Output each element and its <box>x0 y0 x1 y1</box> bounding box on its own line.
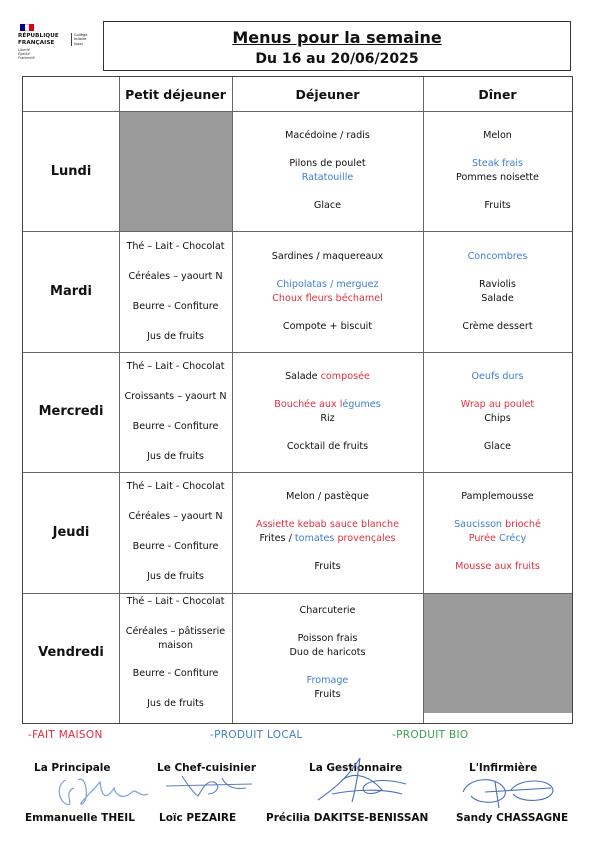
menu-item <box>232 200 423 212</box>
menu-item <box>232 605 423 617</box>
signature-name-chef: Loïc PEZAIRE <box>159 812 237 824</box>
menu-item-text: Glace <box>483 440 512 452</box>
menu-cell-petit-dejeuner <box>119 352 232 472</box>
signature-role-infirmiere: L'Infirmière <box>469 762 538 774</box>
column-header: Déjeuner <box>295 86 360 102</box>
menu-cell-dejeuner <box>232 111 423 231</box>
menu-item: Beurre - Confiture <box>132 420 219 432</box>
menu-item <box>423 519 572 531</box>
menu-item-text: Compote + biscuit <box>282 320 373 332</box>
menu-item <box>232 561 423 573</box>
menu-item-text: Fruits <box>484 200 511 212</box>
menu-item <box>232 689 423 701</box>
menu-item <box>232 172 423 184</box>
menu-item <box>232 251 423 263</box>
menu-item-text: Cocktail de fruits <box>286 440 369 452</box>
title-box <box>103 21 571 71</box>
menu-item-text: Poisson frais <box>297 632 358 644</box>
menu-item <box>423 399 572 411</box>
menu-cell-dejeuner <box>232 472 423 592</box>
menu-item <box>423 251 572 263</box>
menu-item-text: Macédoine / radis <box>285 130 370 142</box>
menu-item: Thé – Lait - Chocolat <box>126 360 225 372</box>
menu-item <box>423 279 572 291</box>
legend-produit-bio: -PRODUIT BIO <box>392 729 469 741</box>
signature-gestionnaire-scribble <box>312 750 412 808</box>
menu-item-text: Wrap au poulet <box>460 398 535 410</box>
menu-item <box>232 675 423 687</box>
menu-item-text: Glace <box>313 200 342 212</box>
menu-item-text: Crème dessert <box>462 320 533 332</box>
menu-item-text: Salade <box>481 292 514 304</box>
menu-item-text: Saucisson <box>454 519 506 531</box>
menu-item-text: Steak frais <box>471 158 524 170</box>
menu-item: Céréales – pâtisserie <box>125 625 226 637</box>
menu-item-text: Crécy <box>499 533 527 545</box>
signature-role-gestionnaire: La Gestionnaire <box>309 762 403 774</box>
menu-item-text: Fruits <box>314 561 341 573</box>
menu-item-text: Ratatouille <box>301 172 354 184</box>
menu-item <box>232 158 423 170</box>
page-subtitle: Du 16 au 20/06/2025 <box>255 51 419 67</box>
menu-item: Jus de fruits <box>147 450 204 462</box>
menu-item <box>423 321 572 333</box>
empty-cell-shade <box>424 594 572 713</box>
menu-item-text: Salade <box>285 370 321 382</box>
menu-item-text: Concombres <box>467 250 528 262</box>
menu-item-text: Chips <box>484 412 511 424</box>
menu-item <box>423 200 572 212</box>
menu-item <box>232 293 423 305</box>
menu-item-text: Duo de haricots <box>289 646 366 658</box>
menu-item-text: Sardines / maquereaux <box>271 250 384 262</box>
menu-item-text: Pilons de poulet <box>289 158 366 170</box>
menu-item: Beurre - Confiture <box>132 541 219 553</box>
menu-item-text: Mousse aux fruits <box>455 561 540 573</box>
menu-item: Thé – Lait - Chocolat <box>126 481 225 493</box>
menu-item <box>423 172 572 184</box>
day-label: Vendredi <box>38 645 104 661</box>
menu-item <box>232 279 423 291</box>
french-flag-icon <box>20 24 34 31</box>
menu-item <box>423 371 572 383</box>
menu-cell-dejeuner <box>232 352 423 472</box>
menu-item: Jus de fruits <box>147 697 204 709</box>
menu-item-text: Assiette kebab sauce blanche <box>256 519 399 531</box>
menu-item-text: Pommes noisette <box>456 172 539 184</box>
signature-name-infirmiere: Sandy CHASSAGNE <box>456 812 569 824</box>
republique-francaise-logo <box>18 24 98 68</box>
signature-role-chef: Le Chef-cuisinier <box>157 762 257 774</box>
menu-table <box>22 76 573 724</box>
menu-cell-petit-dejeuner <box>119 472 232 592</box>
legend-fait-maison: -FAIT MAISON <box>28 729 103 741</box>
menu-item <box>232 633 423 645</box>
signature-name-principale: Emmanuelle THEIL <box>25 812 135 824</box>
menu-item-text: Purée <box>468 533 499 545</box>
menu-item: Croissants – yaourt N <box>124 390 227 402</box>
menu-item: Beurre - Confiture <box>132 300 219 312</box>
college-label: Collège Indoire Ivoal <box>71 33 98 46</box>
menu-item-text: Melon <box>483 130 512 142</box>
menu-item-text: provençales <box>337 533 396 545</box>
menu-cell-dejeuner <box>232 231 423 351</box>
menu-item <box>423 130 572 142</box>
menu-item: Thé – Lait - Chocolat <box>126 240 225 252</box>
empty-cell-shade <box>120 112 232 231</box>
menu-item <box>232 413 423 425</box>
menu-item-text: Fruits <box>314 688 341 700</box>
menu-item <box>423 413 572 425</box>
day-label: Lundi <box>50 163 92 179</box>
menu-item <box>232 533 423 545</box>
menu-item: Thé – Lait - Chocolat <box>126 595 225 607</box>
menu-item-text: brioché <box>505 519 541 531</box>
page-title: Menus pour la semaine <box>232 28 442 47</box>
menu-item-text: Bouchée aux l <box>274 398 343 410</box>
day-label: Mardi <box>50 284 92 300</box>
day-label: Mercredi <box>38 404 104 420</box>
menu-item <box>423 491 572 503</box>
menu-item <box>232 371 423 383</box>
day-label: Jeudi <box>52 524 90 540</box>
menu-cell-diner <box>423 352 572 472</box>
menu-item <box>232 647 423 659</box>
menu-cell-petit-dejeuner <box>119 231 232 351</box>
menu-item <box>232 519 423 531</box>
menu-item: maison <box>158 639 193 651</box>
menu-item-text: Charcuterie <box>299 604 356 616</box>
menu-item: Jus de fruits <box>147 571 204 583</box>
menu-cell-diner <box>423 231 572 351</box>
menu-item-text: Riz <box>320 412 335 424</box>
menu-item-text: Raviolis <box>479 278 516 290</box>
menu-item-text: Fromage <box>306 674 349 686</box>
menu-item: Céréales – yaourt N <box>128 270 223 282</box>
menu-item <box>423 158 572 170</box>
menu-cell-diner <box>423 111 572 231</box>
menu-cell-diner <box>423 472 572 592</box>
menu-item-text: Frites / <box>259 533 295 545</box>
menu-item <box>423 293 572 305</box>
menu-item-text: Chipolatas / merguez <box>276 278 379 290</box>
menu-item <box>232 130 423 142</box>
column-header: Petit déjeuner <box>125 86 226 102</box>
devise-label: Liberté Égalité Fraternité <box>18 48 35 61</box>
menu-item-text: Choux fleurs béchamel <box>272 292 383 304</box>
menu-item: Beurre - Confiture <box>132 667 219 679</box>
menu-item-text: composée <box>320 370 370 382</box>
republique-label: RÉPUBLIQUE FRANÇAISE <box>18 33 59 46</box>
menu-item: Céréales – yaourt N <box>128 511 223 523</box>
signature-principale-scribble <box>52 770 157 812</box>
menu-item <box>232 491 423 503</box>
column-header: Dîner <box>478 86 517 102</box>
menu-item <box>232 441 423 453</box>
signature-role-principale: La Principale <box>34 762 111 774</box>
signature-infirmiere-scribble <box>455 770 560 812</box>
menu-item-text: Melon / pastèque <box>286 491 369 503</box>
menu-item: Jus de fruits <box>147 330 204 342</box>
menu-item <box>423 561 572 573</box>
menu-item-text: tomates <box>294 533 338 545</box>
menu-item-text: égumes <box>342 398 381 410</box>
signature-name-gestionnaire: Précilia DAKITSE-BENISSAN <box>266 812 429 824</box>
menu-item <box>232 399 423 411</box>
menu-cell-petit-dejeuner <box>119 593 232 713</box>
menu-cell-dejeuner <box>232 593 423 713</box>
menu-item-text: Oeufs durs <box>471 370 524 382</box>
menu-item <box>423 441 572 453</box>
menu-item <box>232 321 423 333</box>
legend-produit-local: -PRODUIT LOCAL <box>210 729 303 741</box>
signature-chef-scribble <box>162 772 262 802</box>
menu-item-text: Pamplemousse <box>461 491 534 503</box>
menu-item <box>423 533 572 545</box>
